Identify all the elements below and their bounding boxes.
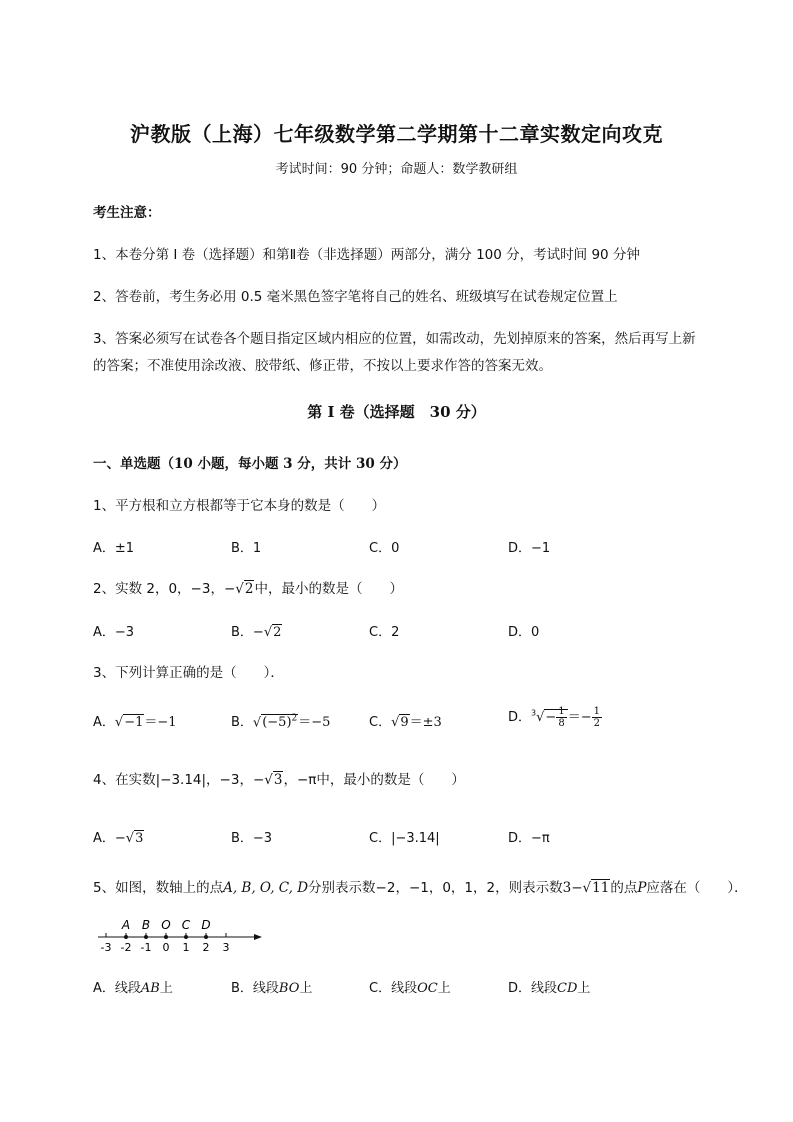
number-line-arrow-icon [254,934,262,940]
sqrt-2: √2 [235,581,254,597]
number-line-tick-label: -1 [140,941,152,954]
question-2-option-c: C．2 [369,625,400,640]
question-2-option-b: B．−√2 [231,625,282,640]
question-3-stem: 3、下列计算正确的是（ ）． [93,665,284,681]
question-4-option-d: D．−π [508,831,550,846]
notice-heading: 考生注意： [93,205,161,221]
number-line-figure [98,914,268,956]
question-2-stem-pre: 2、实数 2，0，−3，− [93,581,236,597]
notice-item-3-cont: 的答案；不准使用涂改液、胶带纸、修正带，不按以上要求作答的答案无效。 [93,358,552,374]
question-4-option-c: C．|−3.14| [369,831,440,846]
cube-root-index: 3 [531,708,537,718]
question-5-option-c: C．线段OC上 [369,981,451,996]
number-line-tick-label: 0 [162,941,170,954]
question-1-stem: 1、平方根和立方根都等于它本身的数是（ ） [93,498,386,514]
part-title: 一、单选题（10 小题，每小题 3 分，共计 30 分） [93,456,407,472]
question-4-option-a: A．−√3 [93,831,144,846]
question-2-stem [93,577,403,597]
section-title: 第 I 卷（选择题 30 分） [307,403,486,421]
number-line-tick-label: -3 [100,941,112,954]
number-line-point-label: C [181,918,191,932]
page-title: 沪教版（上海）七年级数学第二学期第十二章实数定向攻克 [130,122,663,146]
question-5-stem: 5、如图，数轴上的点A, B, O, C, D分别表示数−2，−1，0，1，2，则表示数3−√11的点P应落在（ ）． [93,880,748,896]
number-line-point-label: O [161,918,171,932]
number-line-point-label: D [201,918,211,932]
point-list: A, B, O, C, D [223,880,309,896]
sqrt-11: √11 [582,880,610,896]
question-2-stem-post: 中，最小的数是（ ） [254,581,403,597]
question-3-option-b: B．$√(-5)^2=-5$ [231,713,331,730]
fraction-one-half: $\frac{1}{2}$ [593,706,600,729]
sqrt-neg-5-squared: $√(-5)^2$ [252,713,298,730]
sqrt-9: √9 [391,715,409,730]
question-3-option-a: A．√−1＝−1 [93,715,177,730]
sqrt-neg-1: √−1 [114,715,144,730]
number-line-tick-label: 1 [182,941,190,954]
question-3-option-c: C．√9＝±3 [369,715,442,730]
cube-root-neg-one-eighth: √− $\frac{1}{8}$ [536,706,568,729]
number-line-tick-label: 2 [202,941,210,954]
notice-item-1: 1、本卷分第 I 卷（选择题）和第Ⅱ卷（非选择题）两部分，满分 100 分，考试时间 90 分钟 [93,247,640,263]
number-line-tick-label: -2 [120,941,132,954]
question-4-option-b: B．−3 [231,831,273,846]
question-1-option-d: D．−1 [508,541,551,556]
number-line-tick-label: 3 [222,941,230,954]
question-1-option-b: B．1 [231,541,262,556]
question-5-option-d: D．线段CD上 [508,981,591,996]
notice-item-3: 3、答案必须写在试卷各个题目指定区域内相应的位置，如需改动，先划掉原来的答案，然后再写上新 [93,331,696,347]
sqrt-3-option: √3 [125,831,144,846]
question-5-option-a: A．线段AB上 [93,981,173,996]
notice-item-2: 2、答卷前，考生务必用 0.5 毫米黑色签字笔将自己的姓名、班级填写在试卷规定位置上 [93,289,618,305]
question-4-stem: 4、在实数|−3.14|，−3，−√3，−π中，最小的数是（ ） [93,772,465,788]
question-1-option-c: C．0 [369,541,400,556]
question-2-option-d: D．0 [508,625,540,640]
question-5-option-b: B．线段BO上 [231,981,313,996]
number-line-point-label: B [141,918,151,932]
sqrt-2-option: √2 [263,625,282,640]
question-3-option-d: D．$^3$√− $\frac{1}{8}$ ＝− $\frac{1}{2}$ [508,706,600,729]
exam-info: 考试时间：90 分钟；命题人：数学教研组 [275,162,518,177]
sqrt-3: √3 [264,772,283,788]
number-line-point-label: A [121,918,131,932]
question-1-option-a: A．±1 [93,541,135,556]
question-2-option-a: A．−3 [93,625,135,640]
